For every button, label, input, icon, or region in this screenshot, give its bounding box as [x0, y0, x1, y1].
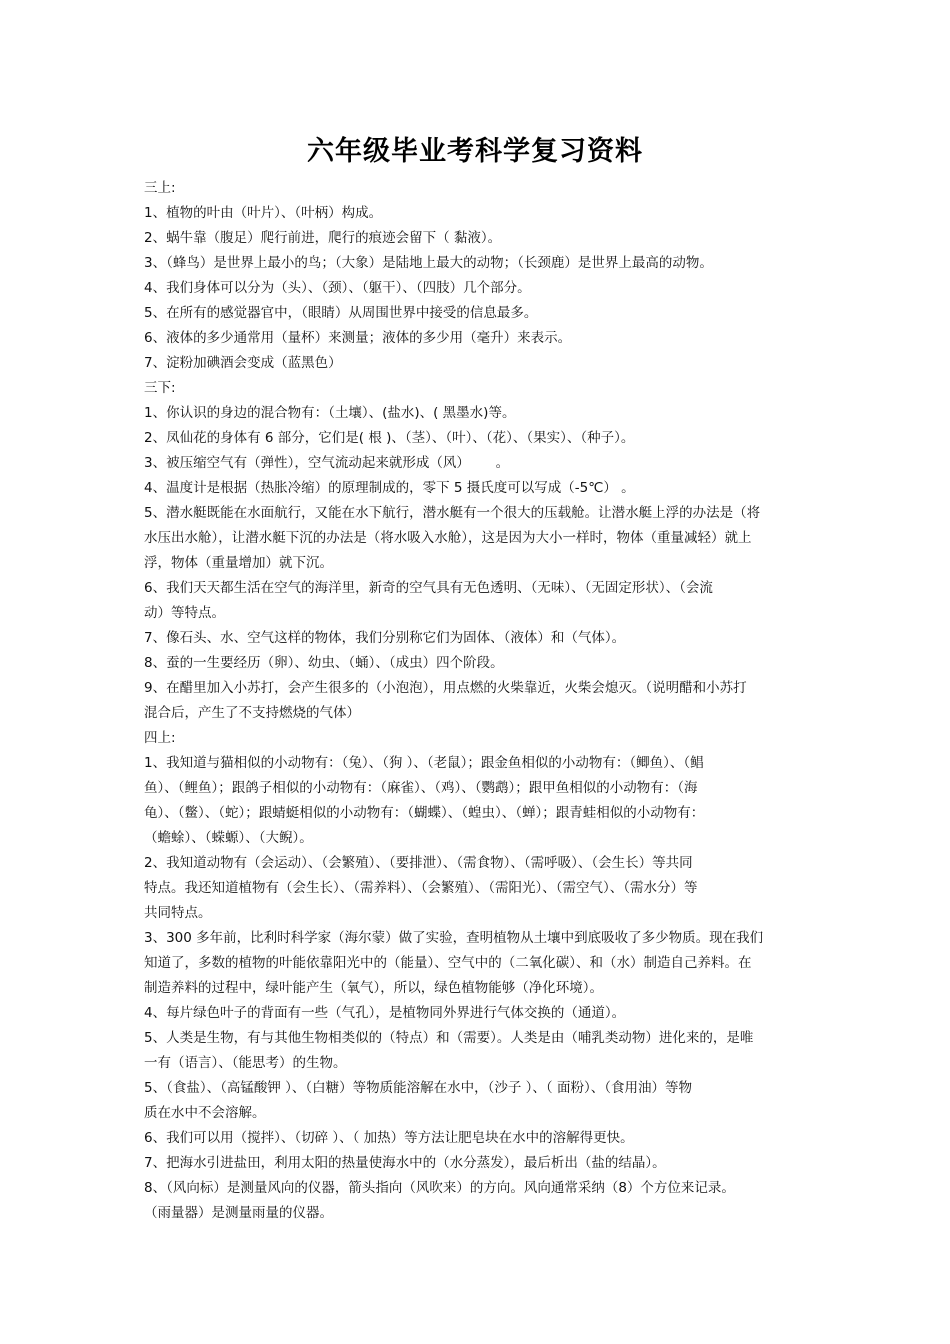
- text-line: 7、把海水引进盐田，利用太阳的热量使海水中的（水分蒸发），最后析出（盐的结晶）。: [144, 1155, 666, 1171]
- text-line: 共同特点。: [144, 905, 212, 921]
- text-line: 混合后，产生了不支持燃烧的气体）: [144, 705, 360, 721]
- text-line: 水压出水舱），让潜水艇下沉的办法是（将水吸入水舱），这是因为大小一样时，物体（重量减轻）就上: [144, 530, 752, 546]
- text-line: 7、淀粉加碘酒会变成（蓝黑色）: [144, 355, 342, 371]
- text-line: 8、（风向标）是测量风向的仪器，箭头指向（风吹来）的方向。风向通常采纳（8）个方位来记录。: [144, 1180, 735, 1196]
- text-line: 三上:: [144, 180, 176, 196]
- text-line: 三下:: [144, 380, 176, 396]
- text-line: 1、我知道与猫相似的小动物有：（兔）、（狗 ）、（老鼠）；跟金鱼相似的小动物有：（鲫鱼）、（鲳: [144, 755, 704, 771]
- text-line: 1、你认识的身边的混合物有：（土壤）、(盐水)、( 黑墨水)等。: [144, 405, 516, 421]
- text-line: 龟）、（鳖）、（蛇）；跟蜻蜓相似的小动物有：（蝴蝶）、（蝗虫）、（蝉）；跟青蛙相似的小动物有：: [144, 805, 705, 821]
- text-line: 8、蚕的一生要经历（卵）、幼虫、（蛹）、（成虫）四个阶段。: [144, 655, 504, 671]
- document-body: [144, 176, 812, 1226]
- text-line: 动）等特点。: [144, 605, 225, 621]
- text-line: （雨量器）是测量雨量的仪器。: [144, 1205, 333, 1221]
- text-line: 7、像石头、水、空气这样的物体，我们分别称它们为固体、（液体）和（气体）。: [144, 630, 626, 646]
- text-line: 5、人类是生物，有与其他生物相类似的（特点）和（需要）。人类是由（哺乳类动物）进化来的，是唯: [144, 1030, 754, 1046]
- text-line: 鱼）、（鲤鱼）；跟鸽子相似的小动物有：（麻雀）、（鸡）、（鹦鹉）；跟甲鱼相似的小动物有：（海: [144, 780, 698, 796]
- text-line: 4、温度计是根据（热胀冷缩）的原理制成的，零下 5 摄氏度可以写成（-5℃） 。: [144, 480, 635, 496]
- text-line: 一有（语言）、（能思考）的生物。: [144, 1055, 347, 1071]
- text-line: 知道了，多数的植物的叶能依靠阳光中的（能量）、空气中的（二氧化碳）、和（水）制造自己养料。在: [144, 955, 752, 971]
- text-line: 9、在醋里加入小苏打，会产生很多的（小泡泡），用点燃的火柴靠近，火柴会熄灭。（说明醋和小苏打: [144, 680, 747, 696]
- text-line: （蟾蜍）、（蝾螈）、（大鲵）。: [144, 830, 313, 846]
- text-line: 1、植物的叶由（叶片）、（叶柄）构成。: [144, 205, 383, 221]
- text-line: 4、我们身体可以分为（头）、（颈）、（躯干）、（四肢）几个部分。: [144, 280, 531, 296]
- text-line: 制造养料的过程中，绿叶能产生（氧气），所以，绿色植物能够（净化环境）。: [144, 980, 603, 996]
- text-line: 6、液体的多少通常用（量杯）来测量；液体的多少用（毫升）来表示。: [144, 330, 572, 346]
- text-line: 质在水中不会溶解。: [144, 1105, 266, 1121]
- text-line: 3、300 多年前，比利时科学家（海尔蒙）做了实验，查明植物从土壤中到底吸收了多少物质。现在我们: [144, 930, 764, 946]
- text-line: 5、潜水艇既能在水面航行，又能在水下航行，潜水艇有一个很大的压载舱。让潜水艇上浮的办法是（将: [144, 505, 761, 521]
- document-title: 六年级毕业考科学复习资料: [307, 136, 643, 167]
- text-line: 3、（蜂鸟）是世界上最小的鸟；（大象）是陆地上最大的动物；（长颈鹿）是世界上最高的动物。: [144, 255, 713, 271]
- text-line: 浮，物体（重量增加）就下沉。: [144, 555, 333, 571]
- text-line: 3、被压缩空气有（弹性），空气流动起来就形成（风） 。: [144, 455, 510, 471]
- text-line: 特点。我还知道植物有（会生长）、（需养料）、（会繁殖）、（需阳光）、（需空气）、（需水分）等: [144, 880, 698, 896]
- text-line: 2、蜗牛靠（腹足）爬行前进，爬行的痕迹会留下（ 黏液）。: [144, 230, 502, 246]
- text-line: 6、我们可以用（搅拌）、（切碎 ）、（ 加热）等方法让肥皂块在水中的溶解得更快。: [144, 1130, 634, 1146]
- text-line: 5、在所有的感觉器官中，（眼睛）从周围世界中接受的信息最多。: [144, 305, 538, 321]
- text-line: 2、凤仙花的身体有 6 部分，它们是( 根 )、（茎）、（叶）、（花）、（果实）、（种子）。: [144, 430, 635, 446]
- text-line: 四上:: [144, 730, 176, 746]
- text-line: 6、我们天天都生活在空气的海洋里，新奇的空气具有无色透明、（无味）、（无固定形状）、（会流: [144, 580, 713, 596]
- text-line: 4、每片绿色叶子的背面有一些（气孔），是植物同外界进行气体交换的（通道）。: [144, 1005, 626, 1021]
- text-line: 2、我知道动物有（会运动）、（会繁殖）、（要排泄）、（需食物）、（需呼吸）、（会生长）等共同: [144, 855, 693, 871]
- text-line: 5、（食盐）、（高锰酸钾 ）、（白糖）等物质能溶解在水中，（沙子 ）、（ 面粉）、（食用油）等物: [144, 1080, 692, 1096]
